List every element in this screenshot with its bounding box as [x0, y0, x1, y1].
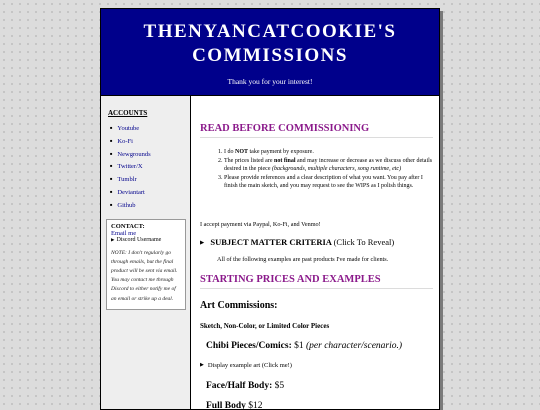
- chibi-label: Chibi Pieces/Comics:: [206, 341, 292, 351]
- discord-username-toggle[interactable]: ▶ Discord Username: [111, 237, 182, 243]
- main-content: [200, 96, 433, 409]
- face-price: $5: [274, 381, 285, 391]
- art-commissions-heading: Art Commissions:: [200, 300, 278, 311]
- list-item: [110, 186, 190, 199]
- page-title: [101, 9, 439, 68]
- rule-emphasis: not final: [273, 157, 296, 164]
- github-link[interactable]: Github: [117, 201, 136, 209]
- full-body-price: $12: [248, 401, 263, 410]
- prices-heading: STARTING PRICES AND EXAMPLES: [200, 274, 433, 289]
- rule-item: [224, 148, 433, 157]
- read-before-heading: READ BEFORE COMMISSIONING: [200, 123, 433, 138]
- art-commissions-subheading: Sketch, Non-Color, or Limited Color Pieces: [200, 322, 330, 330]
- list-item: [110, 135, 190, 148]
- rule-text: Please provide references and a clear description of what you want. You pay after I finish the main sketch, and you may request to see the WIPS as I polish things.: [224, 174, 423, 190]
- criteria-reveal-hint: (Click To Reveal): [333, 237, 395, 247]
- email-link[interactable]: Email me: [111, 229, 137, 237]
- contact-note: NOTE: I don't regularly go through emails, but the final product will be sent via email. You may contact me through Discord to either notify me of an email or strike up a deal.: [111, 249, 178, 302]
- page-header: [101, 9, 439, 96]
- chibi-price: $1: [294, 341, 304, 351]
- list-item: [110, 160, 190, 173]
- criteria-label: SUBJECT MATTER CRITERIA: [210, 237, 332, 247]
- accounts-heading: ACCOUNTS: [108, 109, 148, 117]
- page-tagline: Thank you for your interest!: [227, 77, 313, 86]
- list-item: [110, 122, 190, 135]
- list-item: [110, 173, 190, 186]
- rule-item: [224, 157, 433, 174]
- accounts-list: [101, 122, 190, 212]
- contact-heading: CONTACT:: [111, 222, 145, 230]
- full-body-label: Full Body: [206, 401, 246, 410]
- face-label: Face/Half Body:: [206, 381, 273, 391]
- youtube-link[interactable]: Youtube: [117, 125, 140, 132]
- display-example-toggle[interactable]: ▶ Display example art (Click me!): [200, 362, 433, 369]
- tumblr-link[interactable]: Tumblr: [117, 176, 137, 184]
- chibi-price-heading: [206, 341, 433, 351]
- twitter-link[interactable]: Twitter/X: [117, 163, 143, 171]
- rule-text: The prices listed are: [224, 157, 274, 164]
- full-body-price-heading: [206, 401, 433, 410]
- newgrounds-link[interactable]: Newgrounds: [117, 150, 151, 158]
- list-item: [110, 148, 190, 161]
- deviantart-link[interactable]: Deviantart: [117, 188, 145, 196]
- rule-text: I do: [224, 149, 235, 155]
- examples-disclaimer: All of the following examples are past products I've made for clients.: [217, 256, 389, 263]
- sidebar: [101, 96, 191, 409]
- face-price-heading: [206, 381, 433, 391]
- criteria-toggle[interactable]: [200, 237, 433, 247]
- rule-text: and may increase or decrease as we discuss other details desired in the piece: [224, 157, 433, 173]
- rule-item: [224, 174, 433, 191]
- rules-list: [200, 148, 433, 191]
- contact-box: [106, 219, 186, 310]
- page-title-line2: COMMISSIONS: [192, 45, 348, 66]
- chibi-price-note: (per character/scenario.): [306, 341, 403, 351]
- rule-text: take payment by exposure.: [248, 149, 314, 155]
- kofi-link[interactable]: Ko-Fi: [117, 137, 133, 145]
- commission-page: [100, 8, 440, 410]
- list-item: [110, 199, 190, 212]
- payment-methods: I accept payment via Paypal, Ko-Fi, and Venmo!: [200, 221, 321, 228]
- rule-emphasis: NOT: [235, 149, 249, 155]
- page-title-line1: THENYANCATCOOKIE'S: [143, 21, 397, 42]
- rule-aside: (backgrounds, multiple characters, song runtime, etc): [271, 166, 402, 173]
